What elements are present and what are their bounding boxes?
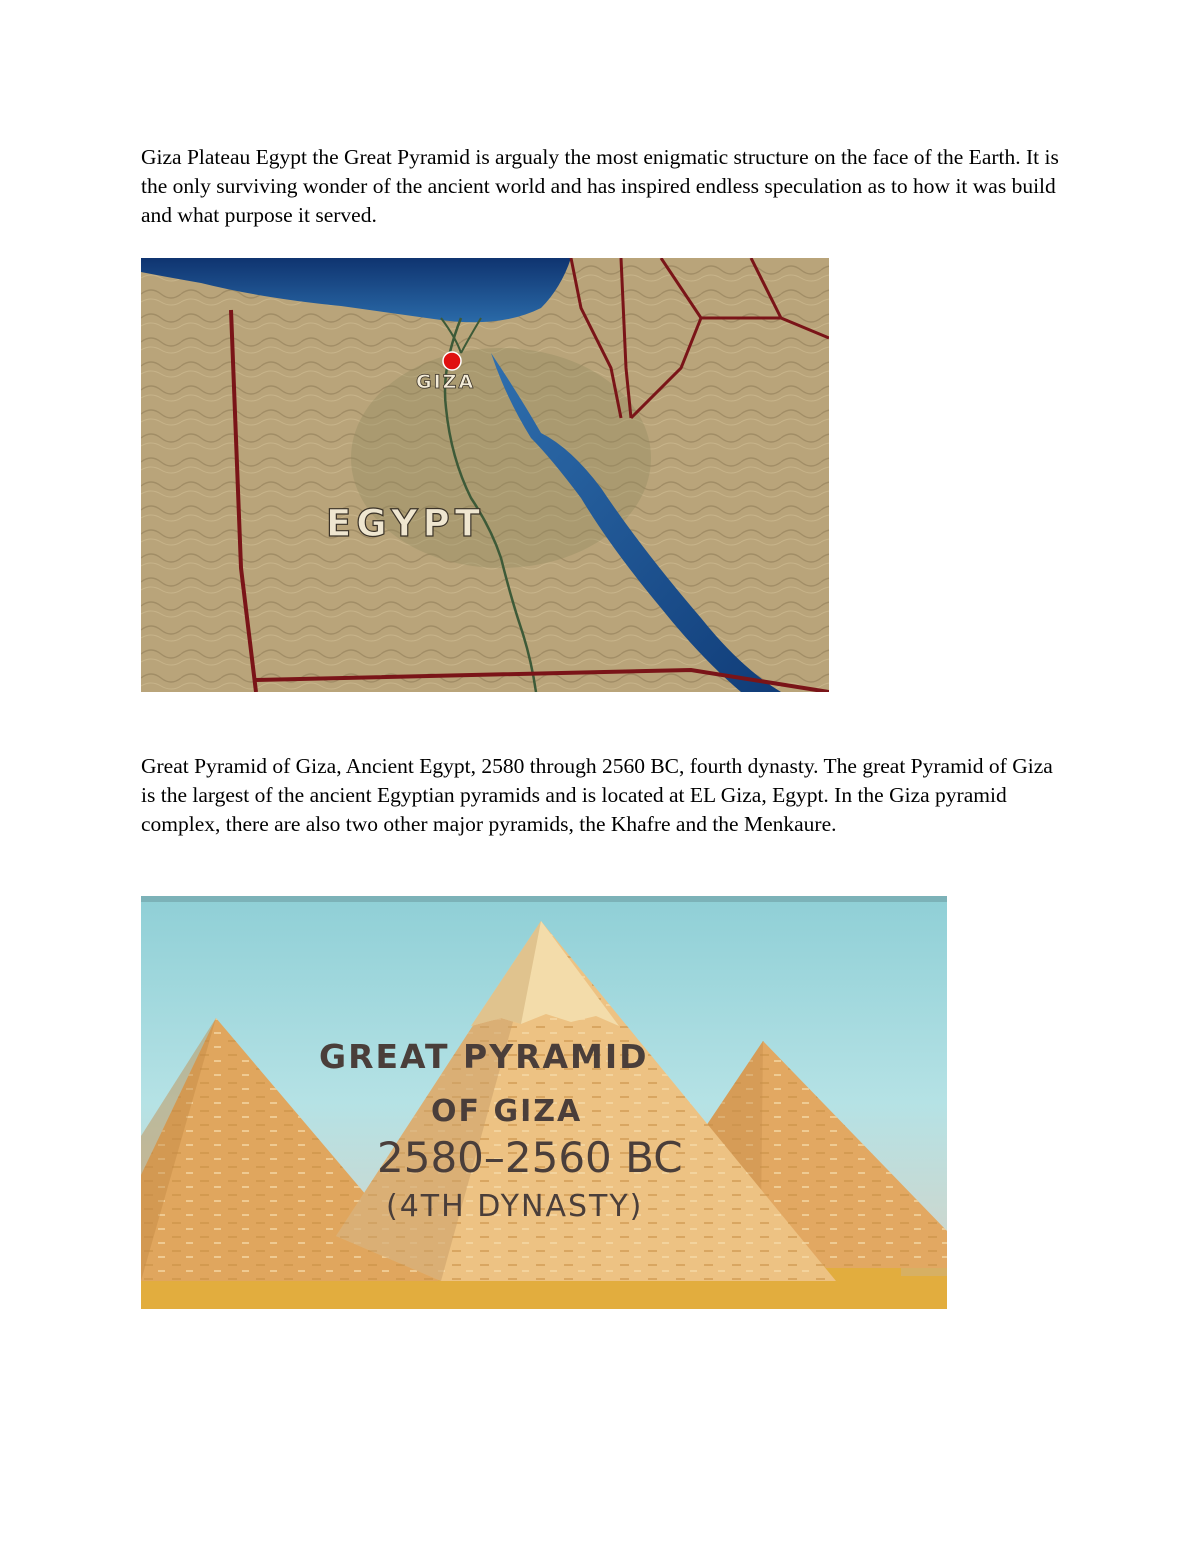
giza-marker [443, 352, 461, 370]
figure-title-line1: GREAT PYRAMID [319, 1037, 649, 1076]
pyramid-paragraph: Great Pyramid of Giza, Ancient Egypt, 2580 through 2560 BC, fourth dynasty. The great Pyramid of Giza is the largest of the ancient Egyptian pyramids and is located at EL Giza, Egypt. In the Giza pyramid complex, there are also two other major pyramids, the Khafre and the Menkaure. [141, 754, 1053, 836]
figure-dynasty: (4TH DYNASTY) [386, 1189, 644, 1224]
egypt-map-image [141, 258, 829, 692]
figure-title-line2: OF GIZA [431, 1094, 583, 1129]
giza-label: GIZA [416, 371, 476, 393]
great-pyramid-image [141, 896, 947, 1309]
egypt-label: EGYPT [326, 502, 485, 545]
figure-dates: 2580–2560 BC [377, 1133, 683, 1182]
intro-paragraph: Giza Plateau Egypt the Great Pyramid is argualy the most enigmatic structure on the face of the Earth. It is the only surviving wonder of the ancient world and has inspired endless speculation as to how it was build and what purpose it served. [141, 145, 1059, 227]
